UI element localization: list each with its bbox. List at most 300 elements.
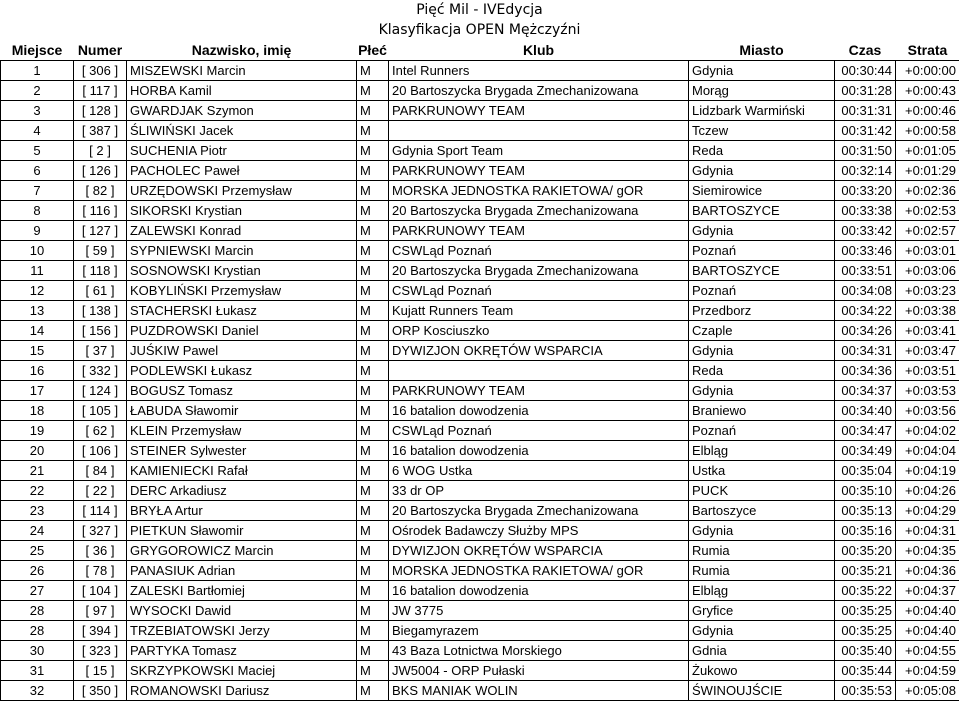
cell-place: 5	[1, 141, 74, 161]
table-row	[1, 281, 959, 301]
cell-club: 16 batalion dowodzenia	[389, 401, 689, 421]
cell-time: 00:33:46	[835, 241, 896, 261]
cell-sex: M	[357, 221, 389, 241]
cell-name: SKRZYPKOWSKI Maciej	[127, 661, 357, 681]
cell-sex: M	[357, 481, 389, 501]
cell-city: Gdynia	[689, 221, 835, 241]
table-row	[1, 501, 959, 521]
cell-loss: +0:03:38	[896, 301, 959, 321]
col-header-time: Czas	[835, 40, 896, 61]
cell-place: 15	[1, 341, 74, 361]
cell-name: ŚLIWIŃSKI Jacek	[127, 121, 357, 141]
cell-time: 00:35:53	[835, 681, 896, 701]
table-row	[1, 81, 959, 101]
cell-number: [ 323 ]	[74, 641, 127, 661]
cell-name: HORBA Kamil	[127, 81, 357, 101]
cell-sex: M	[357, 141, 389, 161]
cell-place: 17	[1, 381, 74, 401]
cell-name: GWARDJAK Szymon	[127, 101, 357, 121]
table-row	[1, 461, 959, 481]
table-row	[1, 421, 959, 441]
cell-city: Tczew	[689, 121, 835, 141]
cell-number: [ 106 ]	[74, 441, 127, 461]
cell-loss: +0:00:00	[896, 61, 959, 81]
cell-name: URZĘDOWSKI Przemysław	[127, 181, 357, 201]
cell-city: Gdnia	[689, 641, 835, 661]
cell-name: GRYGOROWICZ Marcin	[127, 541, 357, 561]
cell-name: KLEIN Przemysław	[127, 421, 357, 441]
cell-time: 00:35:10	[835, 481, 896, 501]
cell-club: CSWLąd Poznań	[389, 281, 689, 301]
cell-name: DERC Arkadiusz	[127, 481, 357, 501]
col-header-place: Miejsce	[1, 40, 74, 61]
cell-city: Poznań	[689, 241, 835, 261]
cell-city: Rumia	[689, 561, 835, 581]
cell-time: 00:34:31	[835, 341, 896, 361]
cell-club: MORSKA JEDNOSTKA RAKIETOWA/ gOR	[389, 561, 689, 581]
cell-loss: +0:04:40	[896, 621, 959, 641]
cell-sex: M	[357, 561, 389, 581]
cell-name: KOBYLIŃSKI Przemysław	[127, 281, 357, 301]
cell-place: 30	[1, 641, 74, 661]
cell-number: [ 82 ]	[74, 181, 127, 201]
cell-number: [ 97 ]	[74, 601, 127, 621]
cell-club: 43 Baza Lotnictwa Morskiego	[389, 641, 689, 661]
cell-sex: M	[357, 161, 389, 181]
cell-name: ZALEWSKI Konrad	[127, 221, 357, 241]
cell-time: 00:33:51	[835, 261, 896, 281]
table-row	[1, 341, 959, 361]
cell-city: Ustka	[689, 461, 835, 481]
cell-loss: +0:05:08	[896, 681, 959, 701]
cell-city: Reda	[689, 361, 835, 381]
cell-sex: M	[357, 81, 389, 101]
cell-time: 00:35:04	[835, 461, 896, 481]
cell-sex: M	[357, 621, 389, 641]
cell-number: [ 387 ]	[74, 121, 127, 141]
cell-sex: M	[357, 681, 389, 701]
cell-time: 00:34:37	[835, 381, 896, 401]
table-row	[1, 201, 959, 221]
cell-city: Gdynia	[689, 341, 835, 361]
cell-sex: M	[357, 601, 389, 621]
cell-city: Elbląg	[689, 441, 835, 461]
table-row	[1, 561, 959, 581]
cell-sex: M	[357, 541, 389, 561]
cell-place: 23	[1, 501, 74, 521]
cell-sex: M	[357, 581, 389, 601]
cell-place: 21	[1, 461, 74, 481]
cell-place: 18	[1, 401, 74, 421]
cell-loss: +0:03:06	[896, 261, 959, 281]
cell-sex: M	[357, 61, 389, 81]
cell-sex: M	[357, 441, 389, 461]
cell-city: Poznań	[689, 281, 835, 301]
cell-club: CSWLąd Poznań	[389, 241, 689, 261]
cell-loss: +0:02:36	[896, 181, 959, 201]
cell-club: 33 dr OP	[389, 481, 689, 501]
table-row	[1, 241, 959, 261]
cell-loss: +0:03:53	[896, 381, 959, 401]
cell-sex: M	[357, 361, 389, 381]
cell-number: [ 156 ]	[74, 321, 127, 341]
cell-loss: +0:00:43	[896, 81, 959, 101]
cell-loss: +0:01:05	[896, 141, 959, 161]
cell-city: Elbląg	[689, 581, 835, 601]
table-row	[1, 441, 959, 461]
table-row	[1, 401, 959, 421]
cell-city: Gdynia	[689, 161, 835, 181]
table-row	[1, 61, 959, 81]
cell-club: Kujatt Runners Team	[389, 301, 689, 321]
cell-number: [ 78 ]	[74, 561, 127, 581]
cell-club: MORSKA JEDNOSTKA RAKIETOWA/ gOR	[389, 181, 689, 201]
cell-club: 20 Bartoszycka Brygada Zmechanizowana	[389, 201, 689, 221]
table-row	[1, 381, 959, 401]
cell-place: 2	[1, 81, 74, 101]
cell-time: 00:35:40	[835, 641, 896, 661]
cell-name: PUZDROWSKI Daniel	[127, 321, 357, 341]
table-row	[1, 361, 959, 381]
cell-place: 26	[1, 561, 74, 581]
cell-sex: M	[357, 261, 389, 281]
cell-place: 14	[1, 321, 74, 341]
cell-club: 6 WOG Ustka	[389, 461, 689, 481]
cell-club: Biegamyrazem	[389, 621, 689, 641]
cell-number: [ 105 ]	[74, 401, 127, 421]
table-row	[1, 481, 959, 501]
cell-number: [ 117 ]	[74, 81, 127, 101]
cell-number: [ 126 ]	[74, 161, 127, 181]
cell-club: ORP Kosciuszko	[389, 321, 689, 341]
cell-place: 1	[1, 61, 74, 81]
cell-city: Gdynia	[689, 61, 835, 81]
cell-place: 22	[1, 481, 74, 501]
cell-loss: +0:01:29	[896, 161, 959, 181]
cell-loss: +0:04:26	[896, 481, 959, 501]
cell-number: [ 306 ]	[74, 61, 127, 81]
cell-number: [ 59 ]	[74, 241, 127, 261]
cell-place: 25	[1, 541, 74, 561]
cell-club: Intel Runners	[389, 61, 689, 81]
cell-number: [ 394 ]	[74, 621, 127, 641]
cell-sex: M	[357, 461, 389, 481]
cell-club: 16 batalion dowodzenia	[389, 441, 689, 461]
col-header-name: Nazwisko, imię	[127, 40, 357, 61]
cell-sex: M	[357, 381, 389, 401]
cell-number: [ 116 ]	[74, 201, 127, 221]
cell-loss: +0:04:19	[896, 461, 959, 481]
cell-city: BARTOSZYCE	[689, 201, 835, 221]
cell-number: [ 22 ]	[74, 481, 127, 501]
cell-loss: +0:04:55	[896, 641, 959, 661]
cell-time: 00:35:25	[835, 621, 896, 641]
cell-club	[389, 361, 689, 381]
cell-club: PARKRUNOWY TEAM	[389, 161, 689, 181]
cell-sex: M	[357, 301, 389, 321]
cell-name: WYSOCKI Dawid	[127, 601, 357, 621]
cell-club: PARKRUNOWY TEAM	[389, 381, 689, 401]
cell-sex: M	[357, 181, 389, 201]
col-header-sex: Płeć	[357, 40, 389, 61]
cell-place: 28	[1, 601, 74, 621]
cell-club: Gdynia Sport Team	[389, 141, 689, 161]
cell-loss: +0:02:57	[896, 221, 959, 241]
cell-club: BKS MANIAK WOLIN	[389, 681, 689, 701]
cell-time: 00:35:22	[835, 581, 896, 601]
cell-city: Poznań	[689, 421, 835, 441]
table-row	[1, 301, 959, 321]
cell-number: [ 36 ]	[74, 541, 127, 561]
cell-loss: +0:04:36	[896, 561, 959, 581]
cell-name: KAMIENIECKI Rafał	[127, 461, 357, 481]
cell-club: JW5004 - ORP Pułaski	[389, 661, 689, 681]
cell-loss: +0:00:58	[896, 121, 959, 141]
cell-club: 20 Bartoszycka Brygada Zmechanizowana	[389, 501, 689, 521]
cell-city: Reda	[689, 141, 835, 161]
cell-name: JUŚKIW Pawel	[127, 341, 357, 361]
cell-number: [ 62 ]	[74, 421, 127, 441]
cell-time: 00:31:31	[835, 101, 896, 121]
cell-sex: M	[357, 521, 389, 541]
table-row	[1, 541, 959, 561]
cell-place: 20	[1, 441, 74, 461]
cell-place: 12	[1, 281, 74, 301]
page-subtitle: Klasyfikacja OPEN Mężczyźni	[378, 22, 581, 38]
cell-number: [ 332 ]	[74, 361, 127, 381]
cell-place: 4	[1, 121, 74, 141]
cell-number: [ 118 ]	[74, 261, 127, 281]
cell-city: PUCK	[689, 481, 835, 501]
table-row	[1, 581, 959, 601]
table-row	[1, 661, 959, 681]
cell-time: 00:34:22	[835, 301, 896, 321]
cell-name: PODLEWSKI Łukasz	[127, 361, 357, 381]
cell-loss: +0:02:53	[896, 201, 959, 221]
cell-sex: M	[357, 401, 389, 421]
cell-city: ŚWINOUJŚCIE	[689, 681, 835, 701]
cell-place: 3	[1, 101, 74, 121]
page-title: Pięć Mil - IVEdycja	[416, 2, 543, 18]
cell-number: [ 84 ]	[74, 461, 127, 481]
results-body	[1, 61, 959, 701]
cell-sex: M	[357, 201, 389, 221]
cell-name: PARTYKA Tomasz	[127, 641, 357, 661]
cell-name: BOGUSZ Tomasz	[127, 381, 357, 401]
results-table	[0, 40, 959, 701]
cell-number: [ 124 ]	[74, 381, 127, 401]
cell-time: 00:35:44	[835, 661, 896, 681]
cell-city: Przedborz	[689, 301, 835, 321]
cell-time: 00:34:36	[835, 361, 896, 381]
cell-number: [ 15 ]	[74, 661, 127, 681]
col-header-club: Klub	[389, 40, 689, 61]
cell-place: 8	[1, 201, 74, 221]
cell-loss: +0:04:59	[896, 661, 959, 681]
cell-time: 00:35:16	[835, 521, 896, 541]
cell-place: 9	[1, 221, 74, 241]
cell-name: SOSNOWSKI Krystian	[127, 261, 357, 281]
cell-city: BARTOSZYCE	[689, 261, 835, 281]
cell-time: 00:33:42	[835, 221, 896, 241]
table-row	[1, 141, 959, 161]
cell-club: DYWIZJON OKRĘTÓW WSPARCIA	[389, 341, 689, 361]
table-row	[1, 221, 959, 241]
cell-number: [ 127 ]	[74, 221, 127, 241]
cell-loss: +0:04:37	[896, 581, 959, 601]
cell-time: 00:31:28	[835, 81, 896, 101]
cell-number: [ 128 ]	[74, 101, 127, 121]
cell-number: [ 114 ]	[74, 501, 127, 521]
cell-name: SIKORSKI Krystian	[127, 201, 357, 221]
cell-place: 11	[1, 261, 74, 281]
table-row	[1, 621, 959, 641]
cell-name: STEINER Sylwester	[127, 441, 357, 461]
cell-place: 10	[1, 241, 74, 261]
table-row	[1, 161, 959, 181]
cell-loss: +0:00:46	[896, 101, 959, 121]
cell-number: [ 61 ]	[74, 281, 127, 301]
cell-place: 7	[1, 181, 74, 201]
table-row	[1, 681, 959, 701]
cell-city: Rumia	[689, 541, 835, 561]
cell-club: Ośrodek Badawczy Służby MPS	[389, 521, 689, 541]
cell-loss: +0:03:41	[896, 321, 959, 341]
cell-time: 00:34:49	[835, 441, 896, 461]
col-header-city: Miasto	[689, 40, 835, 61]
cell-time: 00:31:50	[835, 141, 896, 161]
cell-club: PARKRUNOWY TEAM	[389, 221, 689, 241]
cell-city: Braniewo	[689, 401, 835, 421]
cell-time: 00:31:42	[835, 121, 896, 141]
cell-city: Gdynia	[689, 521, 835, 541]
cell-city: Żukowo	[689, 661, 835, 681]
cell-name: SYPNIEWSKI Marcin	[127, 241, 357, 261]
cell-name: TRZEBIATOWSKI Jerzy	[127, 621, 357, 641]
cell-sex: M	[357, 101, 389, 121]
cell-loss: +0:04:40	[896, 601, 959, 621]
cell-time: 00:30:44	[835, 61, 896, 81]
cell-sex: M	[357, 321, 389, 341]
table-row	[1, 121, 959, 141]
cell-sex: M	[357, 121, 389, 141]
cell-name: STACHERSKI Łukasz	[127, 301, 357, 321]
cell-place: 6	[1, 161, 74, 181]
cell-city: Lidzbark Warmiński	[689, 101, 835, 121]
cell-city: Bartoszyce	[689, 501, 835, 521]
cell-time: 00:35:25	[835, 601, 896, 621]
cell-sex: M	[357, 641, 389, 661]
cell-club	[389, 121, 689, 141]
cell-time: 00:34:08	[835, 281, 896, 301]
cell-place: 27	[1, 581, 74, 601]
cell-sex: M	[357, 341, 389, 361]
cell-club: DYWIZJON OKRĘTÓW WSPARCIA	[389, 541, 689, 561]
cell-name: ZALESKI Bartłomiej	[127, 581, 357, 601]
cell-loss: +0:04:35	[896, 541, 959, 561]
cell-number: [ 2 ]	[74, 141, 127, 161]
cell-time: 00:34:26	[835, 321, 896, 341]
cell-club: 20 Bartoszycka Brygada Zmechanizowana	[389, 81, 689, 101]
cell-number: [ 327 ]	[74, 521, 127, 541]
cell-loss: +0:03:23	[896, 281, 959, 301]
cell-time: 00:34:40	[835, 401, 896, 421]
cell-sex: M	[357, 501, 389, 521]
cell-name: SUCHENIA Piotr	[127, 141, 357, 161]
cell-loss: +0:03:51	[896, 361, 959, 381]
cell-time: 00:35:20	[835, 541, 896, 561]
cell-loss: +0:04:02	[896, 421, 959, 441]
cell-time: 00:35:21	[835, 561, 896, 581]
cell-name: ŁABUDA Sławomir	[127, 401, 357, 421]
cell-name: ROMANOWSKI Dariusz	[127, 681, 357, 701]
cell-city: Gdynia	[689, 381, 835, 401]
col-header-number: Numer	[74, 40, 127, 61]
table-row	[1, 321, 959, 341]
cell-loss: +0:04:04	[896, 441, 959, 461]
cell-number: [ 138 ]	[74, 301, 127, 321]
cell-sex: M	[357, 281, 389, 301]
cell-time: 00:32:14	[835, 161, 896, 181]
cell-place: 13	[1, 301, 74, 321]
cell-club: 20 Bartoszycka Brygada Zmechanizowana	[389, 261, 689, 281]
cell-place: 32	[1, 681, 74, 701]
cell-sex: M	[357, 241, 389, 261]
cell-loss: +0:03:01	[896, 241, 959, 261]
cell-city: Morąg	[689, 81, 835, 101]
cell-name: PANASIUK Adrian	[127, 561, 357, 581]
cell-time: 00:33:38	[835, 201, 896, 221]
cell-time: 00:35:13	[835, 501, 896, 521]
header-row	[1, 40, 959, 61]
cell-club: CSWLąd Poznań	[389, 421, 689, 441]
cell-club: 16 batalion dowodzenia	[389, 581, 689, 601]
cell-time: 00:34:47	[835, 421, 896, 441]
cell-sex: M	[357, 421, 389, 441]
table-row	[1, 641, 959, 661]
cell-city: Gdynia	[689, 621, 835, 641]
cell-name: PACHOLEC Paweł	[127, 161, 357, 181]
table-row	[1, 101, 959, 121]
cell-sex: M	[357, 661, 389, 681]
cell-name: PIETKUN Sławomir	[127, 521, 357, 541]
cell-loss: +0:04:31	[896, 521, 959, 541]
cell-place: 31	[1, 661, 74, 681]
cell-city: Siemirowice	[689, 181, 835, 201]
cell-loss: +0:04:29	[896, 501, 959, 521]
cell-club: PARKRUNOWY TEAM	[389, 101, 689, 121]
table-row	[1, 601, 959, 621]
cell-number: [ 350 ]	[74, 681, 127, 701]
col-header-loss: Strata	[896, 40, 959, 61]
cell-club: JW 3775	[389, 601, 689, 621]
cell-place: 24	[1, 521, 74, 541]
cell-loss: +0:03:47	[896, 341, 959, 361]
cell-place: 28	[1, 621, 74, 641]
table-row	[1, 521, 959, 541]
table-row	[1, 261, 959, 281]
cell-loss: +0:03:56	[896, 401, 959, 421]
cell-number: [ 37 ]	[74, 341, 127, 361]
cell-place: 19	[1, 421, 74, 441]
cell-number: [ 104 ]	[74, 581, 127, 601]
table-row	[1, 181, 959, 201]
cell-name: BRYŁA Artur	[127, 501, 357, 521]
cell-name: MISZEWSKI Marcin	[127, 61, 357, 81]
cell-place: 16	[1, 361, 74, 381]
cell-time: 00:33:20	[835, 181, 896, 201]
cell-city: Czaple	[689, 321, 835, 341]
